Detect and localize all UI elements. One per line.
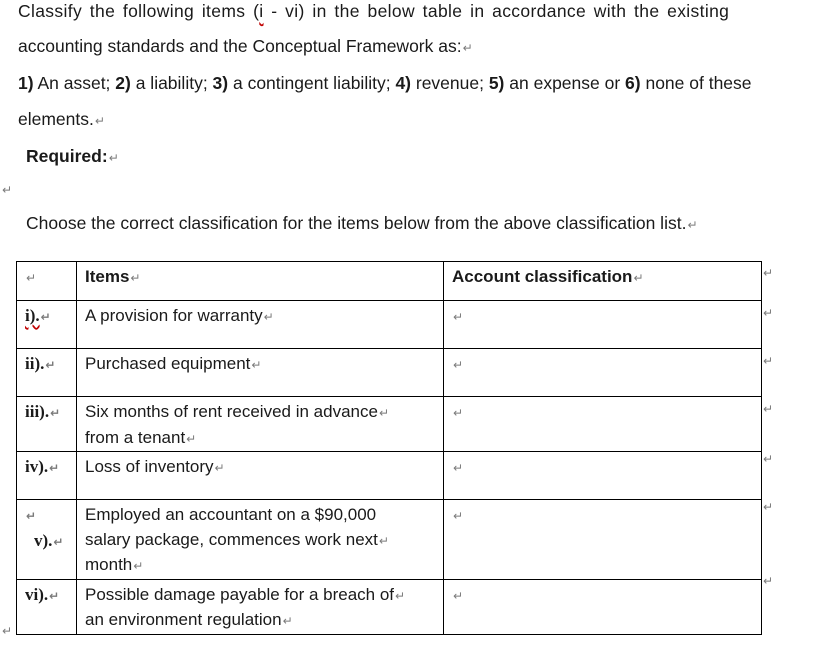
classification-table xyxy=(16,261,762,635)
class-label-4: revenue; xyxy=(411,73,489,93)
header-classification xyxy=(444,262,762,301)
row-item-text: Loss of inventory xyxy=(85,457,214,476)
intro-line-1-b: i xyxy=(259,1,264,21)
row-num-text: v). xyxy=(34,530,53,550)
cell-mark-icon: ↵ xyxy=(53,534,64,549)
row-item xyxy=(77,397,444,452)
header-num-cell xyxy=(17,262,77,301)
paragraph-mark-icon: ↵ xyxy=(395,588,406,603)
classification-cell[interactable] xyxy=(444,397,762,452)
row-end-mark-icon: ↵ xyxy=(763,354,774,368)
class-num-6: 6) xyxy=(625,73,641,93)
cell-mark-icon: ↵ xyxy=(263,310,274,324)
header-items xyxy=(77,262,444,301)
row-item xyxy=(77,349,444,397)
row-item xyxy=(77,452,444,500)
class-label-3: a contingent liability; xyxy=(228,73,396,93)
row-item-text: A provision for warranty xyxy=(85,306,263,325)
paragraph-mark-icon: ↵ xyxy=(94,114,105,128)
table-row xyxy=(17,397,762,452)
row-item-text-line-3: month xyxy=(85,555,133,574)
row-num xyxy=(17,349,77,397)
paragraph-mark-icon: ↵ xyxy=(687,218,698,232)
cell-mark-icon: ↵ xyxy=(26,271,37,285)
intro-line-1-a: Classify the following items ( xyxy=(18,1,260,21)
row-num xyxy=(17,397,77,452)
cell-mark-icon: ↵ xyxy=(50,406,61,420)
row-end-mark-icon: ↵ xyxy=(763,306,774,320)
paragraph-mark-icon: ↵ xyxy=(378,406,389,420)
cell-mark-icon: ↵ xyxy=(49,461,60,475)
intro-line-2-text: accounting standards and the Conceptual Framework as: xyxy=(18,36,462,56)
row-end-mark-icon: ↵ xyxy=(763,266,774,280)
table-row xyxy=(17,452,762,500)
row-num xyxy=(17,301,77,349)
cell-mark-icon: ↵ xyxy=(453,509,464,523)
row-item-text-line-2: salary package, commences work next xyxy=(85,529,378,549)
row-item-text-line-1: Employed an accountant on a $90,000 xyxy=(85,505,377,524)
paragraph-mark-icon: ↵ xyxy=(26,509,37,523)
class-label-6: none of these xyxy=(640,73,752,93)
class-label-5: an expense or xyxy=(504,73,626,93)
instruction xyxy=(26,212,698,236)
intro-line-4-text: elements. xyxy=(18,109,94,129)
classification-cell[interactable] xyxy=(444,579,762,634)
classification-cell[interactable] xyxy=(444,349,762,397)
class-label-1: An asset; xyxy=(33,73,116,93)
cell-mark-icon: ↵ xyxy=(633,271,644,285)
row-num xyxy=(17,579,77,634)
cell-mark-icon: ↵ xyxy=(453,461,464,475)
paragraph-mark-icon: ↵ xyxy=(2,183,13,197)
cell-mark-icon: ↵ xyxy=(186,431,197,446)
class-num-2: 2) xyxy=(115,73,131,93)
cell-mark-icon: ↵ xyxy=(282,614,293,628)
row-num-text: vi). xyxy=(25,584,49,604)
table-row xyxy=(17,301,762,349)
row-item-text-line-1: Possible damage payable for a breach of xyxy=(85,584,395,604)
instruction-text: Choose the correct classification for the items below from the above classification list. xyxy=(26,213,687,233)
cell-mark-icon: ↵ xyxy=(453,406,464,420)
required-heading xyxy=(26,145,119,169)
row-num xyxy=(17,500,77,580)
class-num-5: 5) xyxy=(488,73,505,93)
cell-mark-icon: ↵ xyxy=(251,358,262,372)
paragraph-mark-icon: ↵ xyxy=(2,624,13,638)
intro-line-2 xyxy=(18,35,473,59)
cell-mark-icon: ↵ xyxy=(133,559,144,573)
row-num-text: iii). xyxy=(25,402,50,421)
row-num-text: i). xyxy=(25,306,40,325)
paragraph-mark-icon: ↵ xyxy=(462,41,473,55)
class-label-2: a liability; xyxy=(130,73,213,93)
class-num-1: 1) xyxy=(18,73,34,93)
classification-list xyxy=(18,72,752,94)
cell-mark-icon: ↵ xyxy=(214,461,225,475)
row-item xyxy=(77,579,444,634)
required-text: Required: xyxy=(26,146,108,166)
row-item xyxy=(77,301,444,349)
row-num-text: ii). xyxy=(25,354,45,373)
row-end-mark-icon: ↵ xyxy=(763,574,774,588)
cell-mark-icon: ↵ xyxy=(49,588,60,603)
table-row xyxy=(17,579,762,634)
header-items-text: Items xyxy=(85,267,130,286)
classification-cell[interactable] xyxy=(444,500,762,580)
classification-cell[interactable] xyxy=(444,301,762,349)
header-classification-text: Account classification xyxy=(452,267,633,286)
row-item-text-line-2: an environment regulation xyxy=(85,610,282,629)
row-end-mark-icon: ↵ xyxy=(763,500,774,514)
class-num-3: 3) xyxy=(212,73,229,93)
row-end-mark-icon: ↵ xyxy=(763,402,774,416)
row-num xyxy=(17,452,77,500)
classification-cell[interactable] xyxy=(444,452,762,500)
intro-line-1-c: - vi) in the below table in accordance with the existing xyxy=(263,1,730,21)
paragraph-mark-icon: ↵ xyxy=(378,533,389,548)
cell-mark-icon: ↵ xyxy=(130,271,141,285)
cell-mark-icon: ↵ xyxy=(453,358,464,372)
intro-line-4 xyxy=(18,108,105,132)
row-item-text-line-2: from a tenant xyxy=(85,427,186,447)
cell-mark-icon: ↵ xyxy=(40,310,51,324)
paragraph-mark-icon: ↵ xyxy=(108,151,119,165)
cell-mark-icon: ↵ xyxy=(453,310,464,324)
table-row xyxy=(17,349,762,397)
row-end-mark-icon: ↵ xyxy=(763,452,774,466)
row-item-text: Purchased equipment xyxy=(85,354,251,373)
row-item-text-line-1: Six months of rent received in advance xyxy=(85,402,378,421)
table-header-row xyxy=(17,262,762,301)
row-num-text: iv). xyxy=(25,457,49,476)
cell-mark-icon: ↵ xyxy=(453,588,464,603)
cell-mark-icon: ↵ xyxy=(45,358,56,372)
row-item xyxy=(77,500,444,580)
table-row xyxy=(17,500,762,580)
intro-line-1 xyxy=(18,0,729,22)
class-num-4: 4) xyxy=(395,73,411,93)
